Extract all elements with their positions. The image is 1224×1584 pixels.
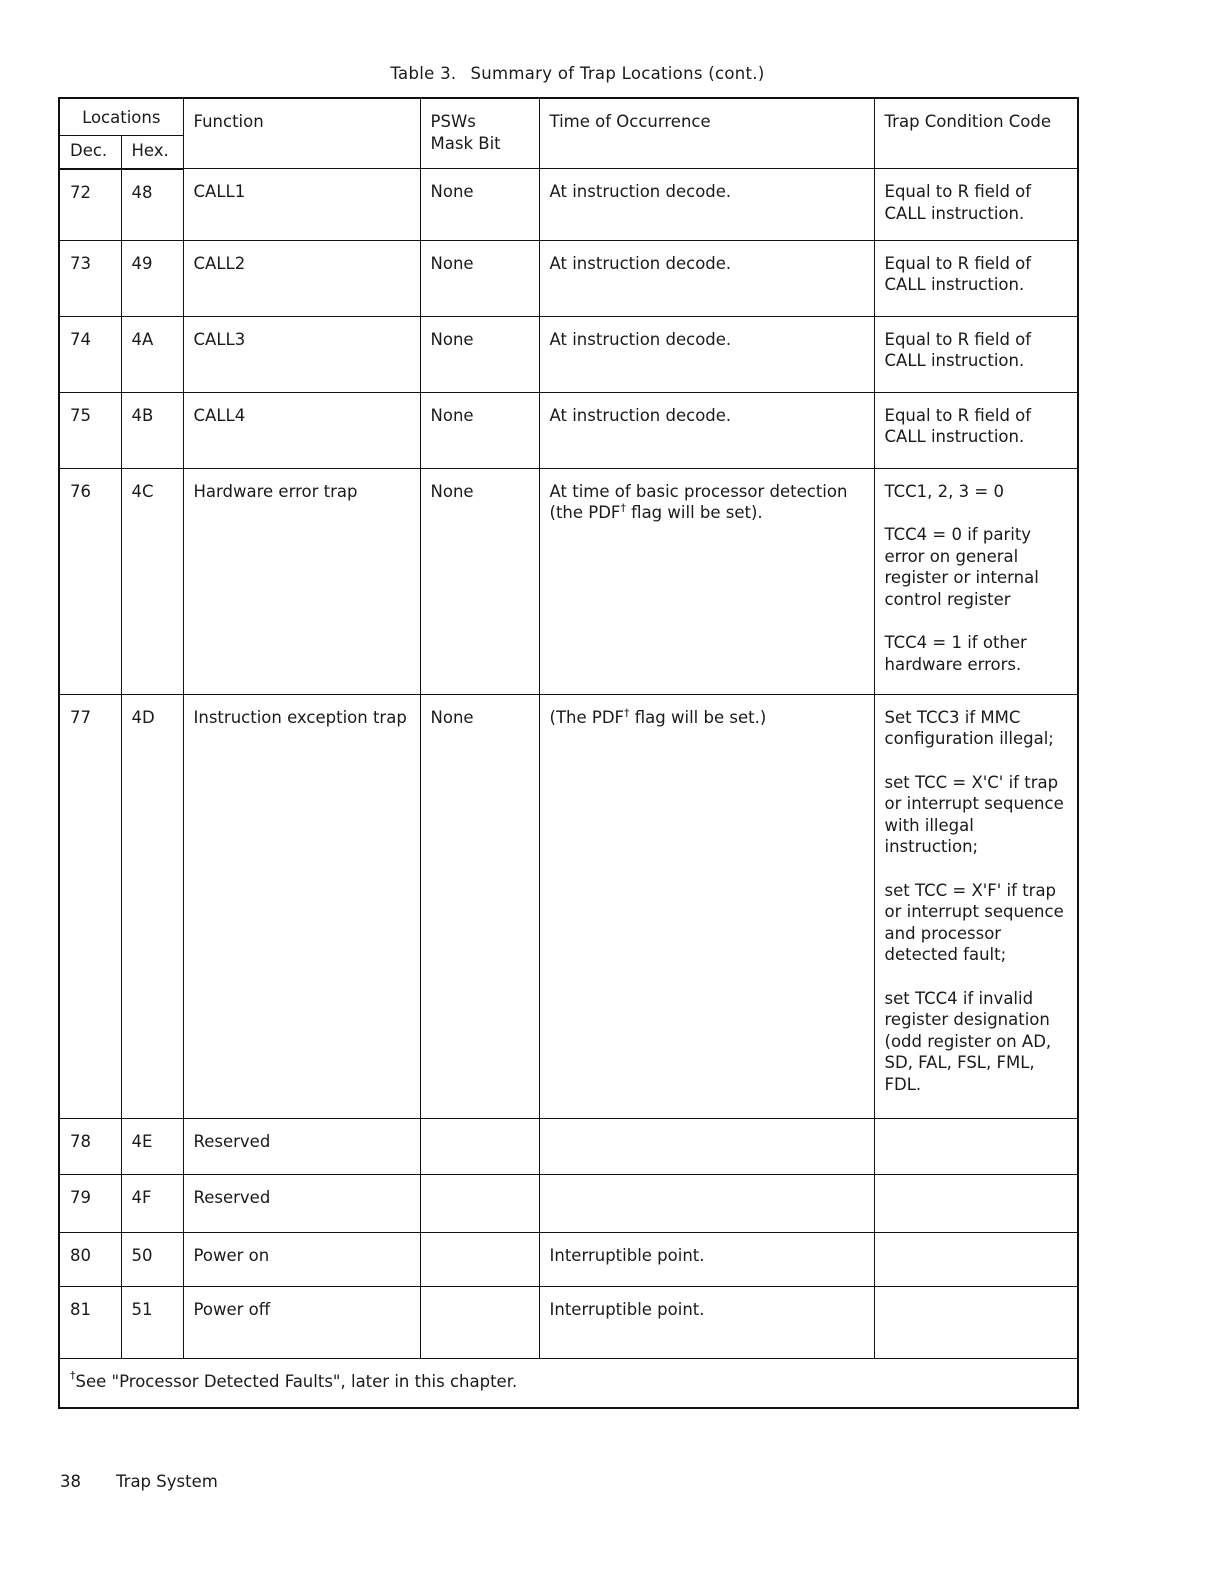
page-number: 38 xyxy=(60,1472,81,1491)
hex-cell: 48 xyxy=(121,169,183,241)
mask-cell: None xyxy=(420,694,539,1118)
table-row xyxy=(59,1286,1078,1358)
function-header: Function xyxy=(183,98,420,169)
dec-cell: 81 xyxy=(59,1286,121,1358)
dec-cell: 73 xyxy=(59,240,121,316)
time-cell: At instruction decode. xyxy=(539,316,874,392)
dec-header: Dec. xyxy=(59,136,121,169)
section-name: Trap System xyxy=(116,1472,218,1491)
hex-cell: 51 xyxy=(121,1286,183,1358)
hex-cell: 4E xyxy=(121,1118,183,1174)
table-number: Table 3. xyxy=(390,64,457,83)
condition-cell xyxy=(874,240,1078,316)
function-cell: CALL4 xyxy=(183,392,420,468)
time-cell xyxy=(539,468,874,694)
mask-cell: None xyxy=(420,392,539,468)
condition-text: set TCC = X'F' if trap or interrupt sequence and processor detected fault; xyxy=(884,880,1064,964)
dec-cell: 76 xyxy=(59,468,121,694)
footnote-dagger: † xyxy=(70,1368,76,1382)
condition-text: Equal to R field of CALL instruction. xyxy=(884,329,1032,370)
dec-cell: 74 xyxy=(59,316,121,392)
table-row xyxy=(59,1232,1078,1286)
time-header: Time of Occurrence xyxy=(539,98,874,169)
time-cell: Interruptible point. xyxy=(539,1232,874,1286)
dec-cell: 78 xyxy=(59,1118,121,1174)
condition-cell xyxy=(874,468,1078,694)
mask-cell xyxy=(420,1232,539,1286)
hex-cell: 50 xyxy=(121,1232,183,1286)
function-cell: Instruction exception trap xyxy=(183,694,420,1118)
mask-cell xyxy=(420,1286,539,1358)
locations-header: Locations xyxy=(59,98,183,136)
time-text-end: flag will be set.) xyxy=(629,707,767,727)
condition-cell xyxy=(874,1118,1078,1174)
condition-cell xyxy=(874,1286,1078,1358)
mask-cell xyxy=(420,1174,539,1232)
time-text-start: At time of basic processor detection (the PDF xyxy=(549,481,848,522)
dagger-marker: † xyxy=(620,501,626,515)
table-row xyxy=(59,468,1078,694)
trap-condition-header: Trap Condition Code xyxy=(874,98,1078,169)
time-cell: At instruction decode. xyxy=(539,240,874,316)
function-cell: Reserved xyxy=(183,1118,420,1174)
table-row xyxy=(59,694,1078,1118)
time-cell: Interruptible point. xyxy=(539,1286,874,1358)
time-text-start: (The PDF xyxy=(549,707,625,727)
dec-cell: 77 xyxy=(59,694,121,1118)
hex-cell: 4B xyxy=(121,392,183,468)
mask-cell xyxy=(420,1118,539,1174)
psws-header-line1: PSWs xyxy=(430,112,476,131)
footnote-row xyxy=(59,1358,1078,1408)
function-cell: CALL3 xyxy=(183,316,420,392)
condition-text: Set TCC3 if MMC configuration illegal; xyxy=(884,707,1054,748)
footnote xyxy=(59,1358,1078,1408)
condition-cell xyxy=(874,1232,1078,1286)
dec-cell: 75 xyxy=(59,392,121,468)
condition-text: TCC4 = 1 if other hardware errors. xyxy=(884,633,1027,674)
hex-cell: 4F xyxy=(121,1174,183,1232)
table-row xyxy=(59,392,1078,468)
condition-text: Equal to R field of CALL instruction. xyxy=(884,182,1032,223)
condition-cell xyxy=(874,1174,1078,1232)
dec-cell: 79 xyxy=(59,1174,121,1232)
table-row xyxy=(59,316,1078,392)
function-cell: Power on xyxy=(183,1232,420,1286)
hex-cell: 4D xyxy=(121,694,183,1118)
table-title: Summary of Trap Locations (cont.) xyxy=(470,64,765,83)
function-cell: CALL2 xyxy=(183,240,420,316)
trap-locations-table xyxy=(58,97,1079,1409)
function-cell: Hardware error trap xyxy=(183,468,420,694)
footnote-text: See "Processor Detected Faults", later in this chapter. xyxy=(75,1371,518,1391)
condition-text: set TCC4 if invalid register designation (odd register on AD, SD, FAL, FSL, FML, FDL. xyxy=(884,988,1052,1094)
condition-text: set TCC = X'C' if trap or interrupt sequence with illegal instruction; xyxy=(884,772,1064,856)
dec-cell: 80 xyxy=(59,1232,121,1286)
hex-header: Hex. xyxy=(121,136,183,169)
condition-text: TCC4 = 0 if parity error on general register or internal control register xyxy=(884,525,1039,609)
condition-text: TCC1, 2, 3 = 0 xyxy=(884,481,1004,501)
mask-cell: None xyxy=(420,169,539,241)
hex-cell: 4C xyxy=(121,468,183,694)
dagger-marker: † xyxy=(624,706,630,719)
condition-text: Equal to R field of CALL instruction. xyxy=(884,253,1032,294)
condition-cell xyxy=(874,316,1078,392)
time-cell: At instruction decode. xyxy=(539,392,874,468)
table-row xyxy=(59,1174,1078,1232)
dec-cell: 72 xyxy=(59,169,121,241)
condition-cell xyxy=(874,694,1078,1118)
time-text-end: flag will be set). xyxy=(625,503,763,522)
hex-cell: 49 xyxy=(121,240,183,316)
condition-text: Equal to R field of CALL instruction. xyxy=(884,405,1032,446)
time-cell: At instruction decode. xyxy=(539,169,874,241)
table-row xyxy=(59,169,1078,241)
mask-cell: None xyxy=(420,240,539,316)
time-cell xyxy=(539,694,874,1118)
hex-cell: 4A xyxy=(121,316,183,392)
mask-cell: None xyxy=(420,316,539,392)
function-cell: Reserved xyxy=(183,1174,420,1232)
function-cell: CALL1 xyxy=(183,169,420,241)
condition-cell xyxy=(874,169,1078,241)
psws-header-line2: Mask Bit xyxy=(430,133,501,153)
condition-cell xyxy=(874,392,1078,468)
time-cell xyxy=(539,1174,874,1232)
mask-cell: None xyxy=(420,468,539,694)
function-cell: Power off xyxy=(183,1286,420,1358)
time-cell xyxy=(539,1118,874,1174)
table-row xyxy=(59,240,1078,316)
psws-mask-header xyxy=(420,98,539,169)
table-row xyxy=(59,1118,1078,1174)
page-footer xyxy=(60,1472,218,1491)
table-caption xyxy=(0,64,1155,83)
